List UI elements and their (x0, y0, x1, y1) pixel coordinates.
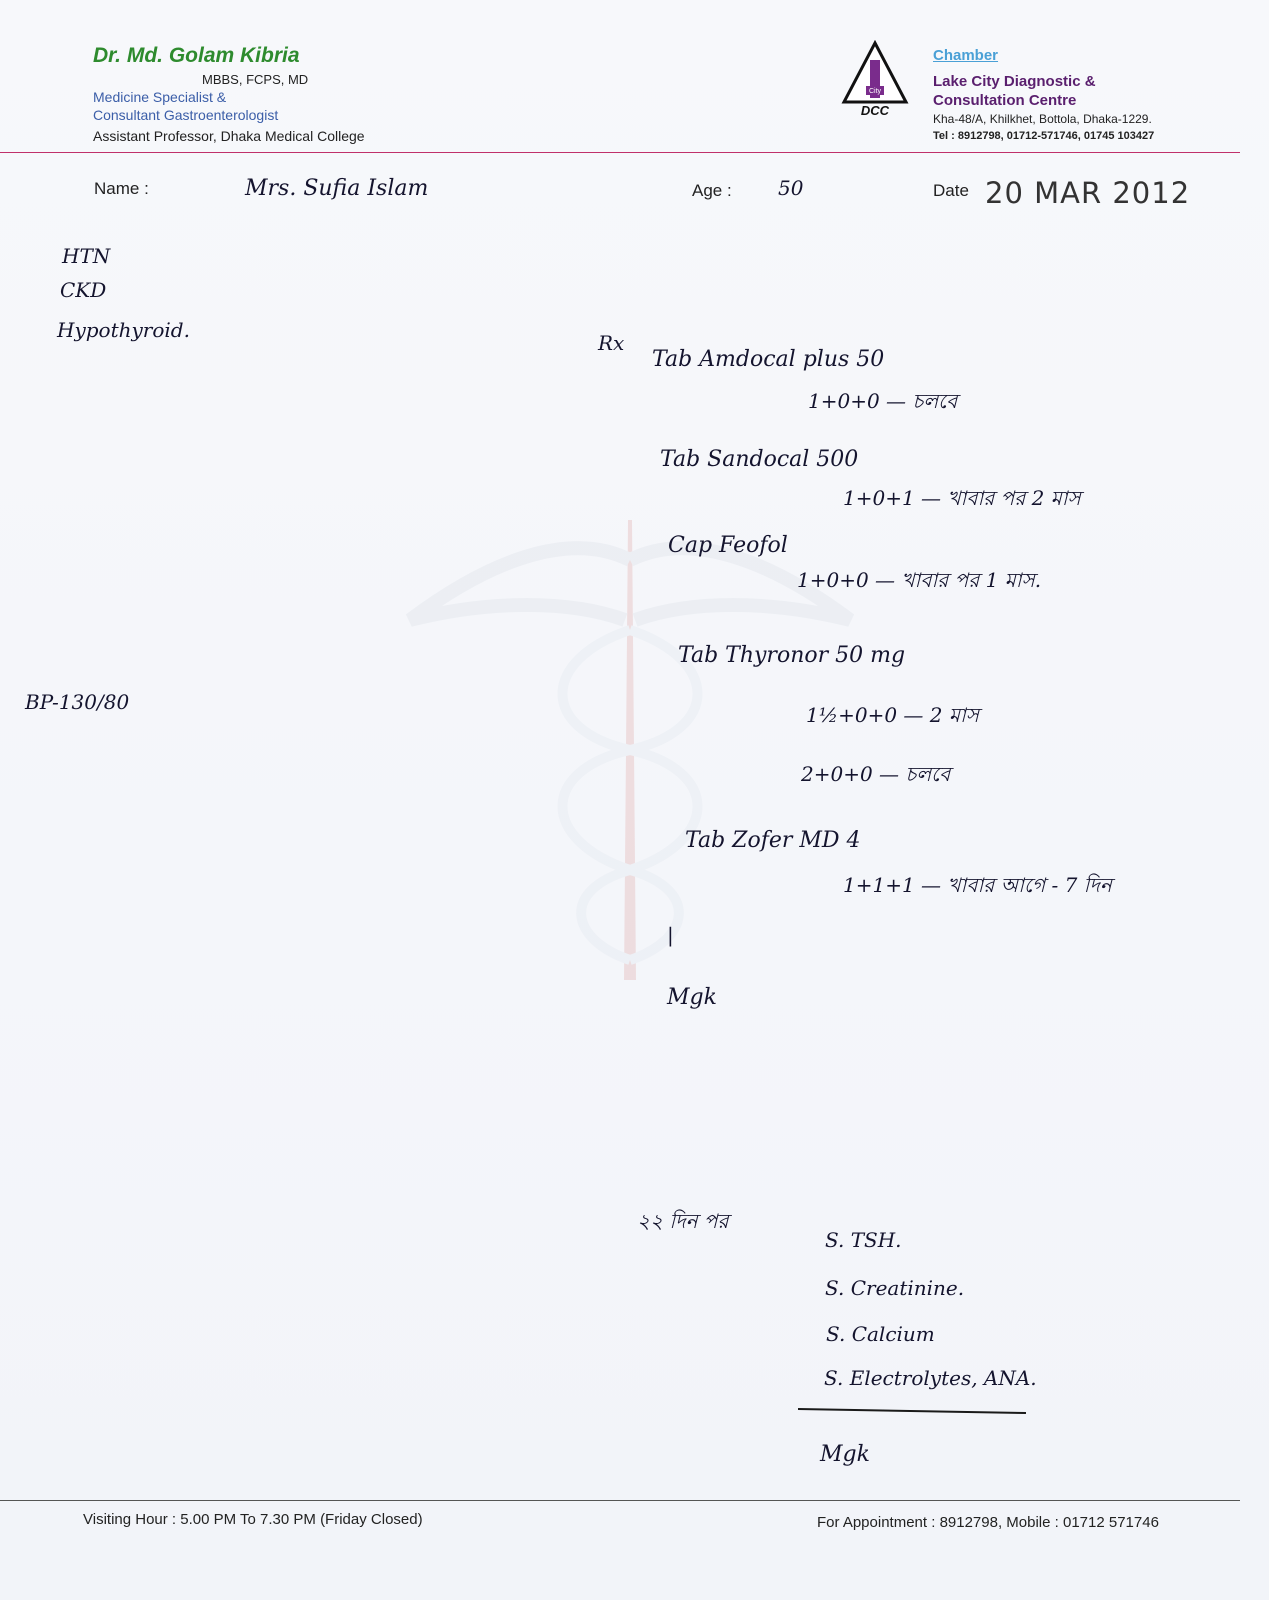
footer-divider (0, 1500, 1240, 1501)
signature-line (798, 1408, 1026, 1414)
appointment-info: For Appointment : 8912798, Mobile : 01712 571746 (817, 1514, 1159, 1531)
diagnosis-1: HTN (62, 244, 111, 268)
name-label: Name : (94, 179, 149, 198)
doctor-degrees: MBBS, FCPS, MD (202, 72, 309, 87)
stray-mark: | (667, 923, 674, 947)
logo-small-text: City (868, 88, 882, 95)
test-4: S. Electrolytes, ANA. (824, 1366, 1037, 1390)
date-stamp: 20 MAR 2012 (985, 176, 1191, 210)
chamber-name-1: Lake City Diagnostic & (933, 73, 1096, 90)
patient-age: 50 (778, 176, 804, 200)
test-2: S. Creatinine. (825, 1276, 965, 1300)
visiting-hours: Visiting Hour : 5.00 PM To 7.30 PM (Friday Closed) (83, 1511, 423, 1528)
rx-dose-1: 1+0+0 — চলবে (808, 389, 958, 413)
chamber-name-2: Consultation Centre (933, 92, 1077, 109)
initials-2: Mgk (820, 1442, 870, 1467)
rx-dose-3: 1+0+0 — খাবার পর 1 মাস. (797, 568, 1042, 592)
rx-dose-4b: 2+0+0 — চলবে (801, 762, 951, 786)
diagnosis-3: Hypothyroid. (57, 318, 190, 342)
rx-drug-1: Tab Amdocal plus 50 (652, 347, 885, 372)
chamber-label: Chamber (933, 47, 999, 64)
initials-1: Mgk (667, 985, 717, 1010)
followup-note: ২২ দিন পর (637, 1209, 729, 1233)
rx-dose-4: 1½+0+0 — 2 মাস (806, 703, 979, 727)
rx-drug-3: Cap Feofol (668, 533, 788, 558)
rx-symbol: Rx (598, 331, 625, 355)
dcc-logo-icon (840, 40, 910, 120)
chamber-tel: Tel : 8912798, 01712-571746, 01745 103427 (933, 130, 1155, 142)
logo-text: DCC (860, 103, 890, 118)
rx-drug-2: Tab Sandocal 500 (660, 447, 859, 472)
age-label: Age : (692, 181, 732, 200)
blood-pressure: BP-130/80 (25, 690, 130, 714)
header-divider (0, 152, 1240, 153)
doctor-position: Assistant Professor, Dhaka Medical College (93, 128, 365, 144)
rx-dose-5: 1+1+1 — খাবার আগে - 7 দিন (843, 873, 1112, 897)
doctor-name: Dr. Md. Golam Kibria (93, 44, 300, 67)
diagnosis-2: CKD (60, 278, 107, 302)
rx-dose-2: 1+0+1 — খাবার পর 2 মাস (843, 486, 1081, 510)
doctor-specialty-1: Medicine Specialist & (93, 89, 227, 105)
test-1: S. TSH. (825, 1228, 902, 1252)
doctor-specialty-2: Consultant Gastroenterologist (93, 107, 279, 123)
chamber-address: Kha-48/A, Khilkhet, Bottola, Dhaka-1229. (933, 112, 1152, 126)
patient-name: Mrs. Sufia Islam (245, 176, 429, 201)
test-3: S. Calcium (826, 1322, 935, 1346)
rx-drug-5: Tab Zofer MD 4 (685, 828, 861, 853)
date-label: Date (933, 181, 969, 200)
rx-drug-4: Tab Thyronor 50 mg (678, 643, 906, 668)
